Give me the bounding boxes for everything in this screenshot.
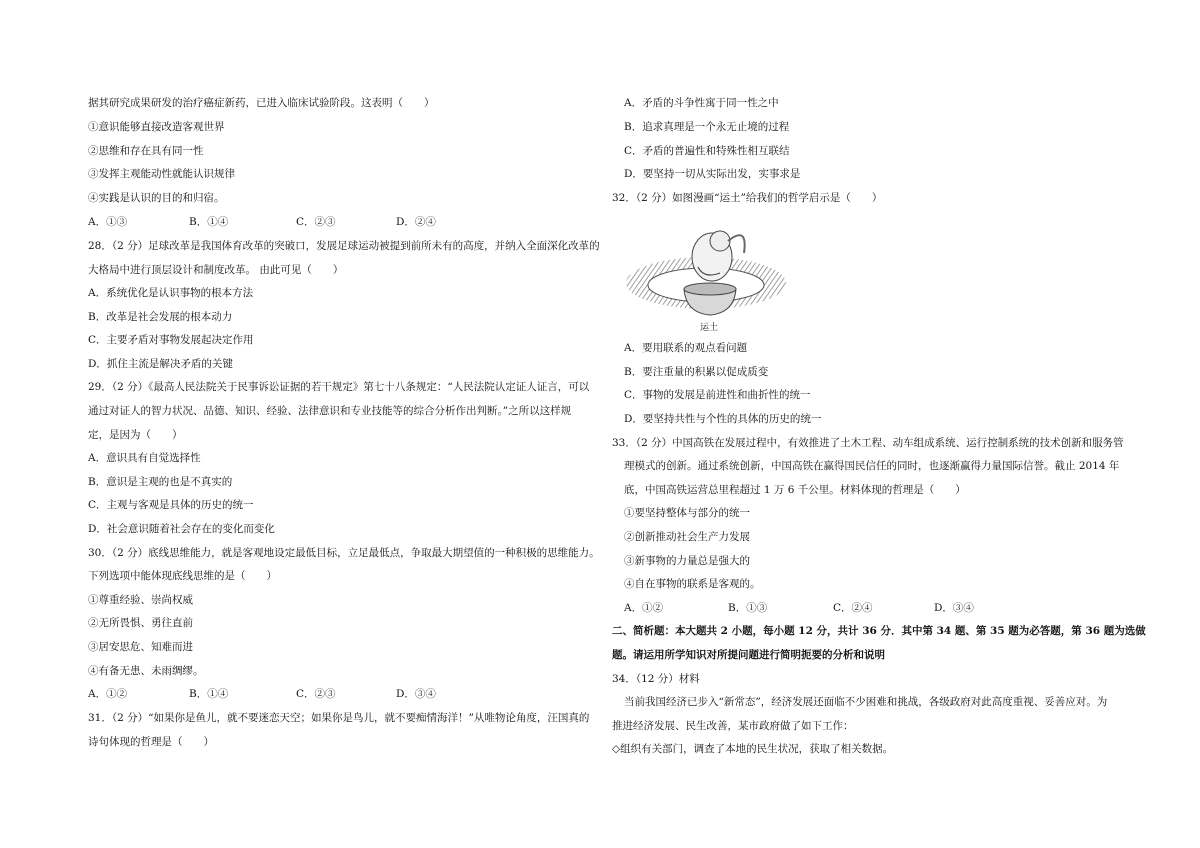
q28-option-c[interactable]: C．主要矛盾对事物发展起决定作用 bbox=[88, 334, 254, 346]
q30-item-2: ②无所畏惧、勇往直前 bbox=[88, 617, 193, 629]
q30-option-d[interactable]: D．③④ bbox=[396, 688, 436, 700]
q28-stem-line-1: 28．（2 分）足球改革是我国体育改革的突破口，发展足球运动被提到前所未有的高度，并纳入全面深化改革的 bbox=[88, 240, 600, 252]
cartoon-caption: 运土 bbox=[700, 323, 719, 333]
q33-stem-line-2: 理模式的创新。通过系统创新，中国高铁在赢得国民信任的同时，也逐渐赢得力量国际信誉。截止 2014 年 bbox=[624, 460, 1120, 472]
q33-option-d[interactable]: D．③④ bbox=[934, 602, 974, 614]
q33-stem-line-1: 33．（2 分）中国高铁在发展过程中，有效推进了土木工程、动车组成系统、运行控制系统的技术创新和服务管 bbox=[612, 437, 1124, 449]
q31-option-c[interactable]: C．矛盾的普遍性和特殊性相互联结 bbox=[624, 145, 790, 157]
q29-option-b[interactable]: B．意识是主观的也是不真实的 bbox=[88, 476, 233, 488]
q27-option-b[interactable]: B．①④ bbox=[189, 216, 229, 228]
q33-item-4: ④自在事物的联系是客观的。 bbox=[624, 578, 761, 590]
q30-item-1: ①尊重经验、崇尚权威 bbox=[88, 594, 193, 606]
section-2-heading-line-2: 题。请运用所学知识对所提问题进行简明扼要的分析和说明 bbox=[612, 649, 885, 661]
cartoon-image bbox=[624, 213, 794, 335]
q33-option-a[interactable]: A．①② bbox=[624, 602, 664, 614]
q34-para-line-2: 推进经济发展、民生改善，某市政府做了如下工作： bbox=[612, 720, 854, 732]
q27-item-3: ③发挥主观能动性就能认识规律 bbox=[88, 168, 235, 180]
q27-item-2: ②思维和存在具有同一性 bbox=[88, 145, 204, 157]
q27-item-4: ④实践是认识的目的和归宿。 bbox=[88, 192, 225, 204]
q34-bullet: ◇组织有关部门，调查了本地的民生状况，获取了相关数据。 bbox=[612, 743, 894, 755]
cartoon-drawing bbox=[624, 213, 794, 335]
q31-option-a[interactable]: A．矛盾的斗争性寓于同一性之中 bbox=[624, 97, 779, 109]
q33-item-1: ①要坚持整体与部分的统一 bbox=[624, 507, 750, 519]
q28-option-b[interactable]: B．改革是社会发展的根本动力 bbox=[88, 311, 233, 323]
q29-stem-line-3: 定，是因为（ ） bbox=[88, 429, 183, 441]
q33-stem-line-3: 底，中国高铁运营总里程超过 1 万 6 千公里。材料体现的哲理是（ ） bbox=[624, 484, 966, 496]
q30-option-b[interactable]: B．①④ bbox=[189, 688, 229, 700]
q31-option-d[interactable]: D．要坚持一切从实际出发，实事求是 bbox=[624, 168, 801, 180]
q32-option-b[interactable]: B．要注重量的积累以促成质变 bbox=[624, 366, 769, 378]
q29-option-d[interactable]: D．社会意识随着社会存在的变化而变化 bbox=[88, 523, 275, 535]
q29-option-a[interactable]: A．意识具有自觉选择性 bbox=[88, 452, 201, 464]
q33-item-2: ②创新推动社会生产力发展 bbox=[624, 531, 750, 543]
q27-option-c[interactable]: C．②③ bbox=[296, 216, 336, 228]
q29-option-c[interactable]: C．主观与客观是具体的历史的统一 bbox=[88, 499, 254, 511]
q28-stem-line-2: 大格局中进行顶层设计和制度改革。 由此可见（ ） bbox=[88, 264, 344, 276]
q27-item-1: ①意识能够直接改造客观世界 bbox=[88, 121, 225, 133]
q30-stem-line-2: 下列选项中能体现底线思维的是（ ） bbox=[88, 570, 277, 582]
q27-option-d[interactable]: D．②④ bbox=[396, 216, 436, 228]
q31-option-b[interactable]: B．追求真理是一个永无止境的过程 bbox=[624, 121, 790, 133]
q31-stem-line-1: 31．（2 分）“如果你是鱼儿，就不要迷恋天空；如果你是鸟儿，就不要痴情海洋！”从唯物论角度，汪国真的 bbox=[88, 712, 590, 724]
q32-option-a[interactable]: A．要用联系的观点看问题 bbox=[624, 342, 748, 354]
q30-option-a[interactable]: A．①② bbox=[88, 688, 128, 700]
section-2-heading-line-1: 二、简析题：本大题共 2 小题，每小题 12 分，共计 36 分．其中第 34 题、第 35 题为必答题，第 36 题为选做 bbox=[612, 625, 1146, 637]
q32-stem: 32．（2 分）如图漫画“运土”给我们的哲学启示是（ ） bbox=[612, 192, 883, 204]
q30-item-3: ③居安思危、知难而进 bbox=[88, 641, 193, 653]
q33-option-b[interactable]: B．①③ bbox=[728, 602, 768, 614]
q29-stem-line-2: 通过对证人的智力状况、品德、知识、经验、法律意识和专业技能等的综合分析作出判断。”之所以这样规 bbox=[88, 405, 572, 417]
q29-stem-line-1: 29．（2 分）《最高人民法院关于民事诉讼证据的若干规定》第七十八条规定：“人民法院认定证人证言，可以 bbox=[88, 381, 590, 393]
q32-option-c[interactable]: C．事物的发展是前进性和曲折性的统一 bbox=[624, 389, 811, 401]
q30-item-4: ④有备无患、未雨绸缪。 bbox=[88, 665, 204, 677]
q33-item-3: ③新事物的力量总是强大的 bbox=[624, 555, 750, 567]
q32-option-d[interactable]: D．要坚持共性与个性的具体的历史的统一 bbox=[624, 413, 822, 425]
q34-para-line-1: 当前我国经济已步入“新常态”，经济发展还面临不少困难和挑战，各级政府对此高度重视、妥善应对。为 bbox=[624, 696, 1108, 708]
q30-stem-line-1: 30．（2 分）底线思维能力，就是客观地设定最低目标，立足最低点，争取最大期望值的一种积极的思维能力。 bbox=[88, 547, 600, 559]
q28-option-a[interactable]: A．系统优化是认识事物的根本方法 bbox=[88, 287, 254, 299]
q31-stem-line-2: 诗句体现的哲理是（ ） bbox=[88, 736, 214, 748]
q28-option-d[interactable]: D．抓住主流是解决矛盾的关键 bbox=[88, 358, 233, 370]
q27-stem-end: 据其研究成果研发的治疗癌症新药，已进入临床试验阶段。这表明（ ） bbox=[88, 97, 435, 109]
q33-option-c[interactable]: C．②④ bbox=[833, 602, 873, 614]
q27-option-a[interactable]: A．①③ bbox=[88, 216, 128, 228]
q30-option-c[interactable]: C．②③ bbox=[296, 688, 336, 700]
q34-stem: 34．（12 分）材料 bbox=[612, 673, 700, 685]
